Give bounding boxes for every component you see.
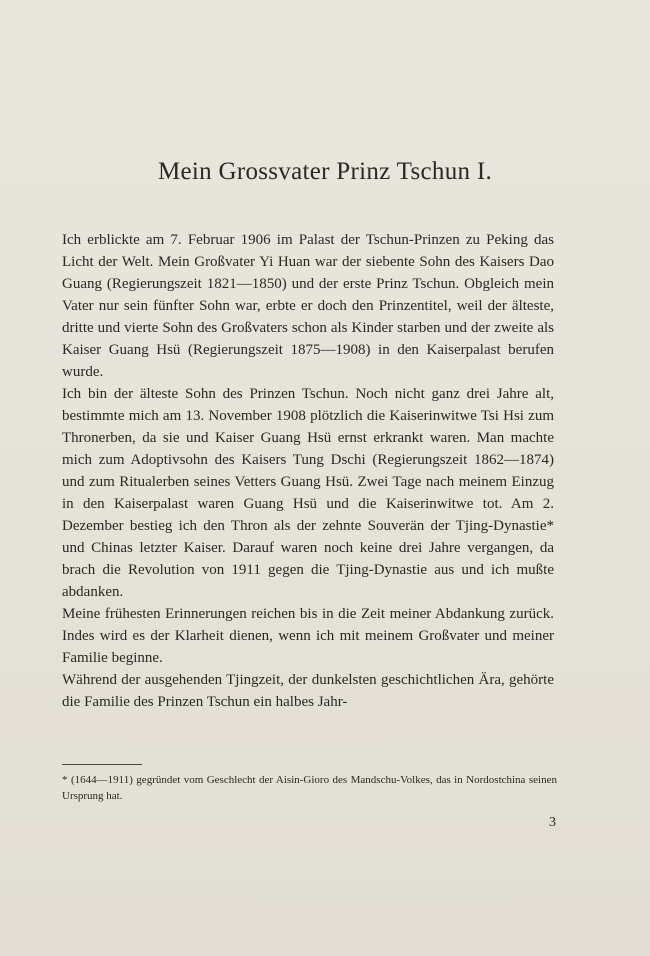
page-number: 3 — [549, 815, 556, 830]
footnote: * (1644—1911) gegründet vom Geschlecht der Aisin-Gioro des Mandschu-Volkes, das in Nordostchina seinen Ursprung hat. — [62, 774, 557, 802]
chapter-title: Mein Grossvater Prinz Tschun I. — [157, 158, 493, 185]
paragraph-1: Ich erblickte am 7. Februar 1906 im Palast der Tschun-Prinzen zu Peking das Licht der Welt. Mein Großvater Yi Huan war der siebente Sohn des Kaisers Dao Guang (Regierungszeit 1821—1850) und der erste Prinz Tschun. Obgleich mein Vater nur sein fünfter Sohn war, erbte er doch den Prinzentitel, weil der älteste, dritte und vierte Sohn des Großvaters schon als Kinder starben und der zweite als Kaiser Guang Hsü (Regierungszeit 1875—1908) in den Kaiserpalast berufen wurde. — [62, 232, 554, 380]
paragraph-4: Während der ausgehenden Tjingzeit, der dunkelsten geschichtlichen Ära, gehörte die Familie des Prinzen Tschun ein halbes Jahr- — [62, 672, 554, 710]
paragraph-3: Meine frühesten Erinnerungen reichen bis in die Zeit meiner Abdankung zurück. Indes wird es der Klarheit dienen, wenn ich mit meinem Großvater und meiner Familie beginne. — [62, 606, 554, 666]
paragraph-2: Ich bin der älteste Sohn des Prinzen Tschun. Noch nicht ganz drei Jahre alt, bestimmte mich am 13. November 1908 plötzlich die Kaiserinwitwe Tsi Hsi zum Thronerben, da sie und Kaiser Guang Hsü ernst erkrankt waren. Man machte mich zum Adoptivsohn des Kaisers Tung Dschi (Regierungszeit 1862—1874) und zum Ritualerben seines Vetters Guang Hsü. Zwei Tage nach meinem Einzug in den Kaiserpalast waren Guang Hsü und die Kaiserinwitwe tot. Am 2. Dezember bestieg ich den Thron als der zehnte Souverän der Tjing-Dynastie* und Chinas letzter Kaiser. Darauf waren noch keine drei Jahre vergangen, da brach die Revolution von 1911 gegen die Tjing-Dynastie aus und ich mußte abdanken. — [62, 386, 554, 600]
body-text — [62, 229, 554, 713]
footnote-rule — [62, 764, 142, 765]
